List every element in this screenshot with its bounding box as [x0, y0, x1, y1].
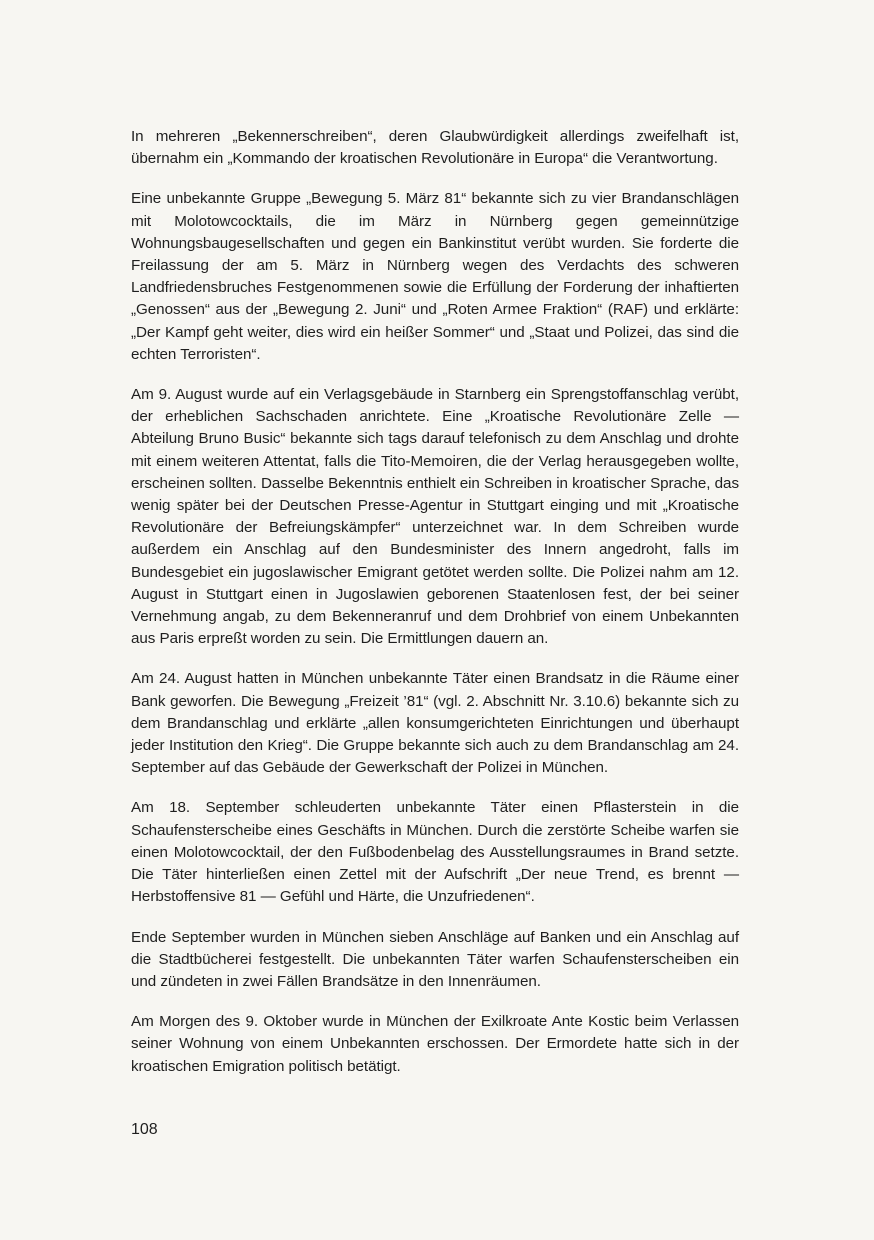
paragraph-4: Am 24. August hatten in München unbekannte Täter einen Brandsatz in die Räume einer Bank geworfen. Die Bewegung „Freizeit ’81“ (vgl. 2. Abschnitt Nr. 3.10.6) bekannte sich zu dem Brandanschlag und erklärte „allen konsumgerichteten Einrichtungen und überhaupt jeder Institution den Krieg“. Die Gruppe bekannte sich auch zu dem Brandanschlag am 24. September auf das Gebäude der Gewerkschaft der Polizei in München.	[131, 670, 739, 777]
paragraph-1: In mehreren „Bekennerschreiben“, deren Glaubwürdigkeit allerdings zweifelhaft ist, übernahm ein „Kommando der kroatischen Revolutionäre in Europa“ die Verantwortung.	[131, 128, 739, 168]
paragraph-5: Am 18. September schleuderten unbekannte Täter einen Pflasterstein in die Schaufensterscheibe eines Geschäfts in München. Durch die zerstörte Scheibe warfen sie einen Molotowcocktail, der den Fußbodenbelag des Ausstellungsraumes in Brand setzte. Die Täter hinterließen einen Zettel mit der Aufschrift „Der neue Trend, es brennt — Herbstoffensive 81 — Gefühl und Härte, die Unzufriedenen“.	[131, 799, 739, 906]
paragraph-3: Am 9. August wurde auf ein Verlagsgebäude in Starnberg ein Sprengstoffanschlag verübt, der erheblichen Sachschaden anrichtete. Eine „Kroatische Revolutionäre Zelle — Abteilung Bruno Busic“ bekannte sich tags darauf telefonisch zu dem Anschlag und drohte mit einem weiteren Attentat, falls die Tito-Memoiren, die der Verlag herausgegeben wollte, erscheinen sollten. Dasselbe Bekenntnis enthielt ein Schreiben in kroatischer Sprache, das wenig später bei der Deutschen Presse-Agentur in Stuttgart einging und mit „Kroatische Revolutionäre der Befreiungskämpfer“ unterzeichnet war. In dem Schreiben wurde außerdem ein Anschlag auf den Bundesminister des Innern angedroht, falls im Bundesgebiet ein jugoslawischer Emigrant getötet werden sollte. Die Polizei nahm am 12. August in Stuttgart einen in Jugoslawien geborenen Staatenlosen fest, der bei seiner Vernehmung angab, zu dem Bekenneranruf und dem Drohbrief von einem Unbekannten aus Paris erpreßt worden zu sein. Die Ermittlungen dauern an.	[131, 386, 739, 648]
body-text	[131, 126, 739, 1096]
paragraph-6: Ende September wurden in München sieben Anschläge auf Banken und ein Anschlag auf die Stadtbücherei festgestellt. Die unbekannten Täter warfen Schaufensterscheiben ein und zündeten in zwei Fällen Brandsätze in den Innenräumen.	[131, 928, 739, 990]
paragraph-7: Am Morgen des 9. Oktober wurde in München der Exilkroate Ante Kostic beim Verlassen seiner Wohnung von einem Unbekannten erschossen. Der Ermordete hatte sich in der kroatischen Emigration politisch betätigt.	[131, 1013, 739, 1075]
paragraph-2: Eine unbekannte Gruppe „Bewegung 5. März 81“ bekannte sich zu vier Brandanschlägen mit Molotowcocktails, die im März in Nürnberg gegen gemeinnützige Wohnungsbaugesellschaften und gegen ein Bankinstitut verübt wurden. Sie forderte die Freilassung der am 5. März in Nürnberg wegen des Verdachts des schweren Landfriedensbruches Festgenommenen sowie die Erfüllung der Forderung der inhaftierten „Genossen“ aus der „Bewegung 2. Juni“ und „Roten Armee Fraktion“ (RAF) und erklärte: „Der Kampf geht weiter, dies wird ein heißer Sommer“ und „Staat und Polizei, das sind die echten Terroristen“.	[131, 190, 739, 363]
page-number: 108	[131, 1121, 158, 1138]
